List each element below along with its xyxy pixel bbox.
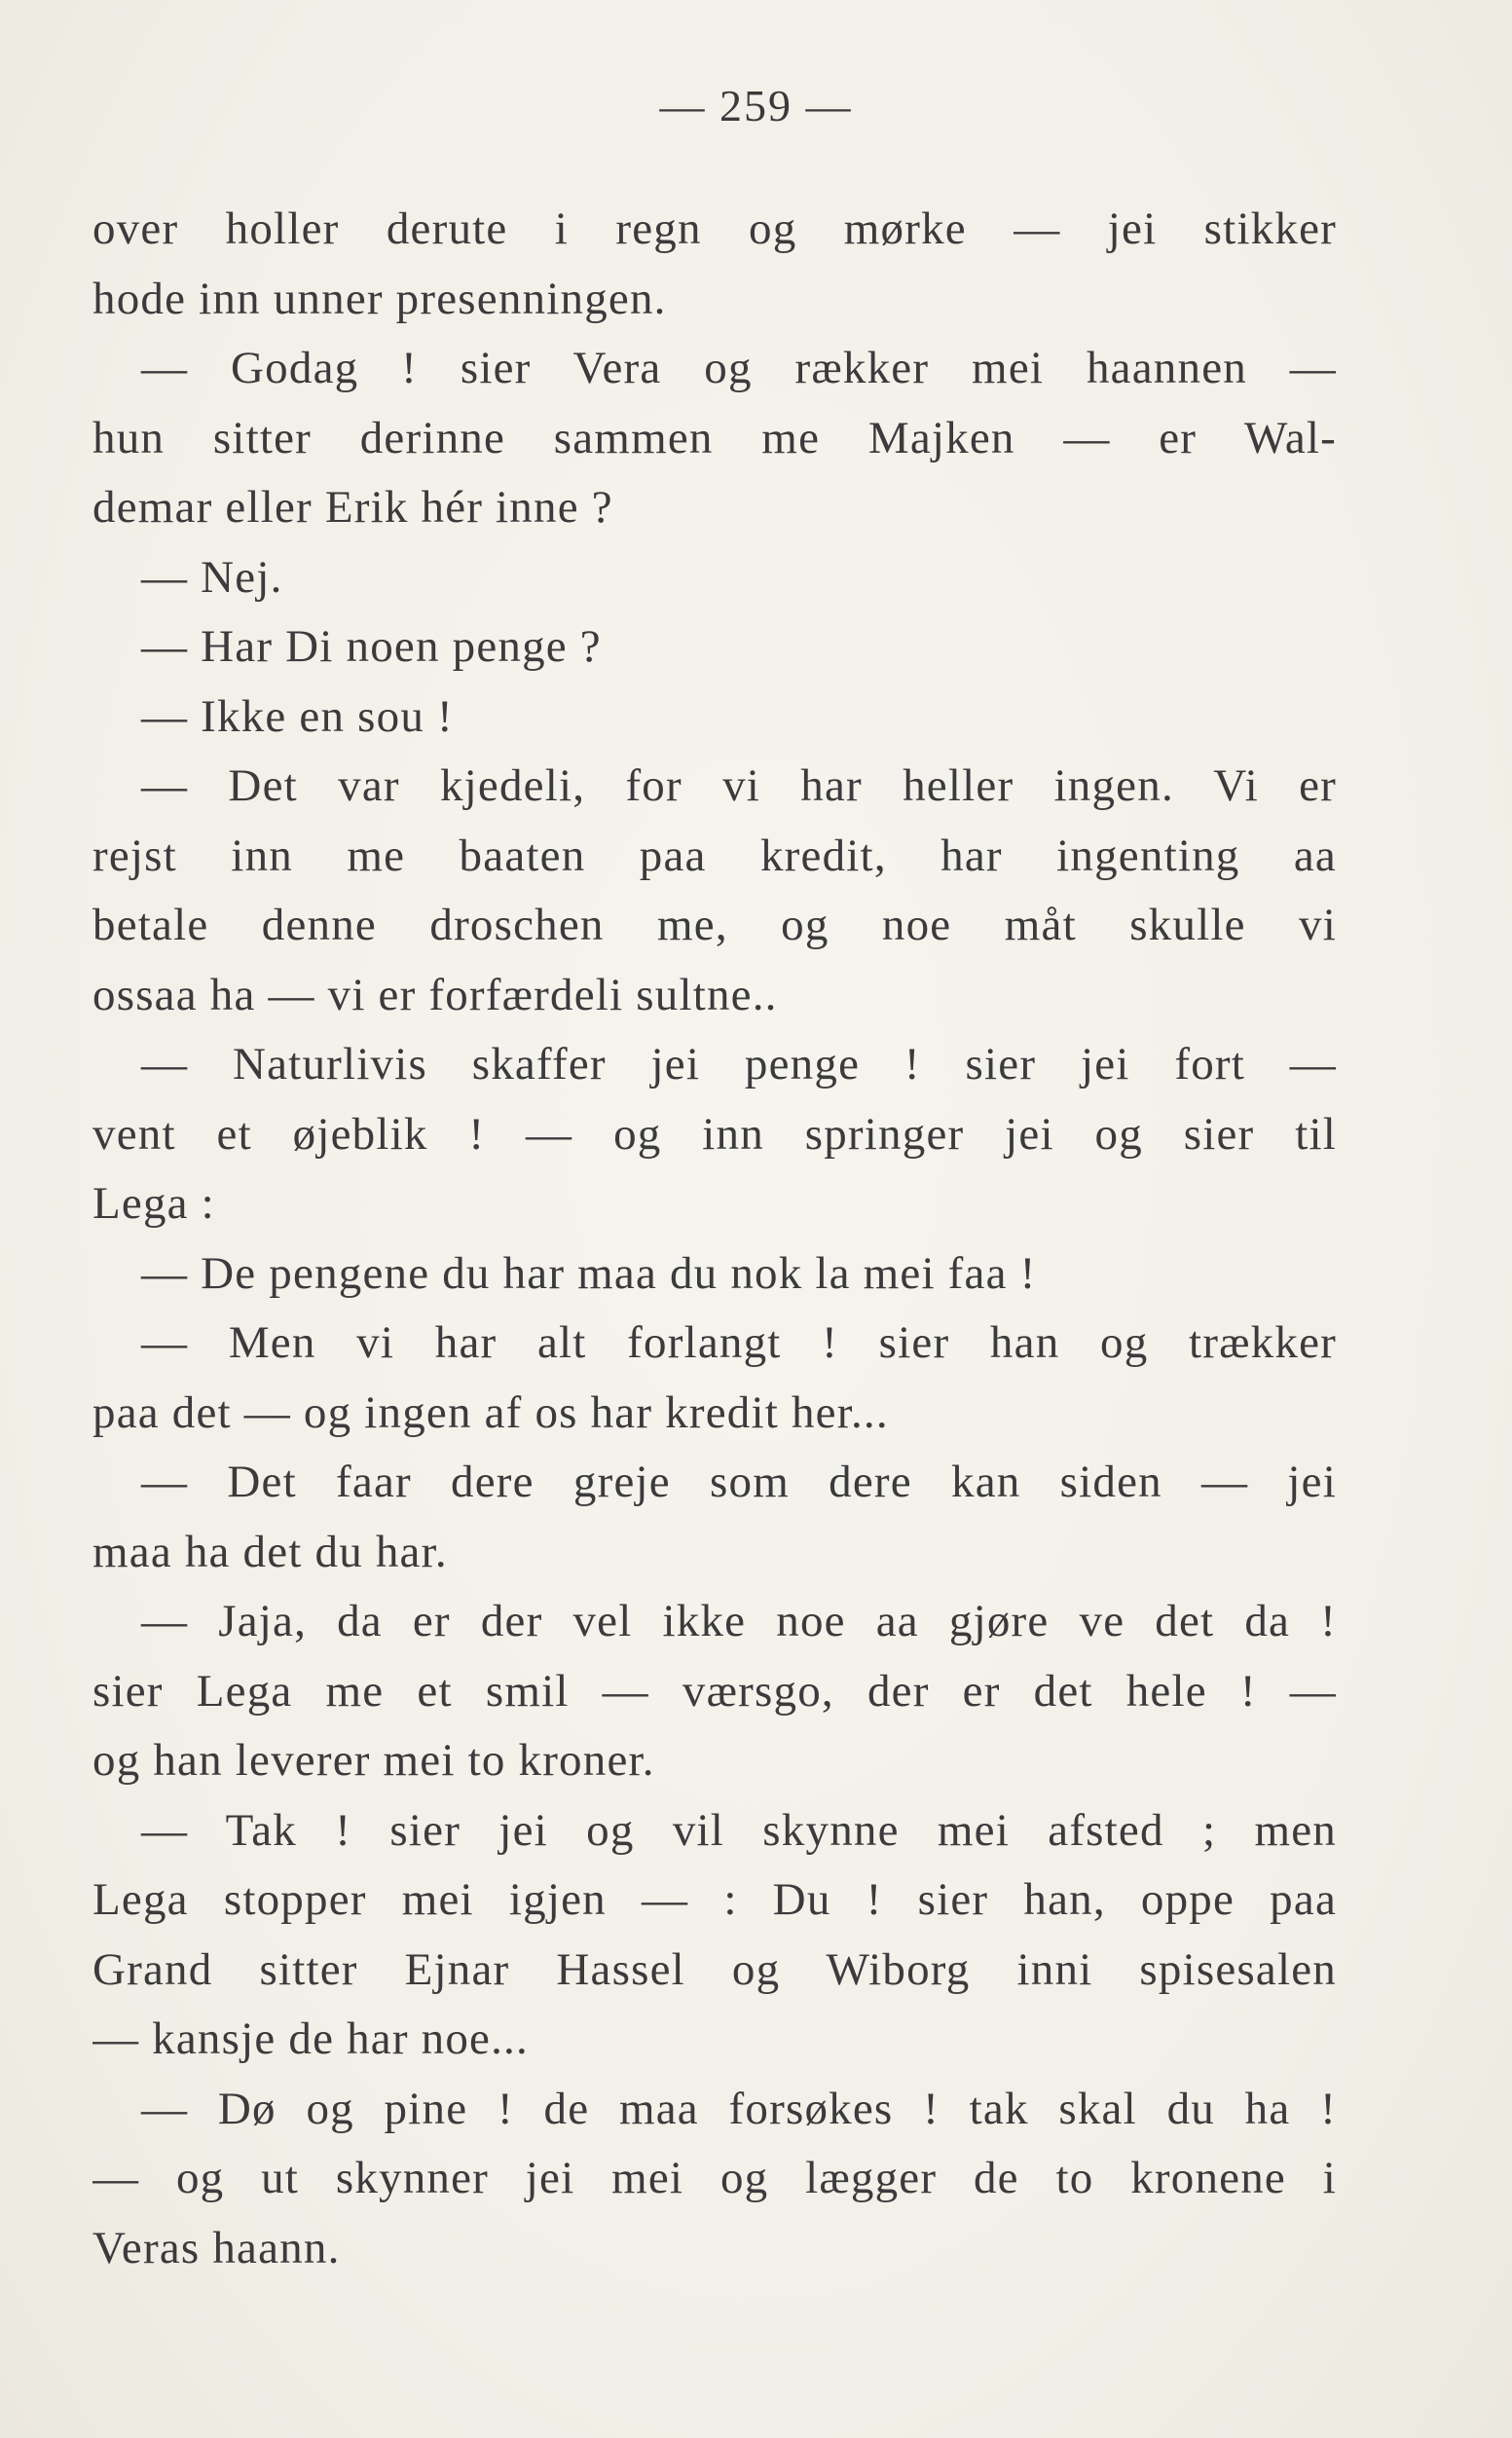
text-line: vent et øjeblik ! — og inn springer jei og sier til (92, 1108, 1337, 1160)
text-line: — Det faar dere greje som dere kan siden — jei (141, 1457, 1337, 1507)
text-line: maa ha det du har. (92, 1526, 448, 1577)
text-line: paa det — og ingen af os har kredit her... (92, 1386, 889, 1438)
text-line: — Ikke en sou ! (141, 690, 454, 742)
text-line: sier Lega me et smil — værsgo, der er det hele ! — (92, 1665, 1337, 1717)
text-line: — Men vi har alt forlangt ! sier han og trækker (141, 1317, 1337, 1368)
text-line: — Har Di noen penge ? (141, 621, 602, 672)
page-number: — 259 — (659, 81, 853, 130)
text-line: — Naturlivis skaffer jei penge ! sier jei fort — (141, 1039, 1337, 1090)
text-line: Grand sitter Ejnar Hassel og Wiborg inni spisesalen (92, 1943, 1337, 1995)
text-line: — kansje de har noe... (92, 2013, 529, 2064)
text-line: Veras haann. (92, 2222, 341, 2273)
text-line: betale denne droschen me, og noe måt skulle vi (92, 900, 1337, 950)
text-line: hun sitter derinne sammen me Majken — er Wal- (92, 412, 1337, 463)
text-line: rejst inn me baaten paa kredit, har ingenting aa (92, 830, 1337, 881)
text-line: — Jaja, da er der vel ikke noe aa gjøre ve det da ! (141, 1596, 1337, 1646)
text-line: Lega : (92, 1178, 215, 1229)
text-line: — De pengene du har maa du nok la mei faa ! (141, 1247, 1037, 1299)
text-line: — Dø og pine ! de maa forsøkes ! tak skal du ha ! (141, 2083, 1337, 2134)
text-line: — og ut skynner jei mei og lægger de to kronene i (92, 2153, 1337, 2203)
text-line: — Nej. (141, 551, 283, 603)
text-line: — Det var kjedeli, for vi har heller ingen. Vi er (141, 760, 1337, 811)
text-line: hode inn unner presenningen. (92, 273, 667, 324)
text-line: over holler derute i regn og mørke — jei stikker (92, 203, 1337, 254)
text-line: demar eller Erik hér inne ? (92, 482, 613, 533)
text-line: og han leverer mei to kroner. (92, 1735, 655, 1786)
text-line: — Tak ! sier jei og vil skynne mei afsted ; men (141, 1804, 1337, 1856)
body-text (92, 195, 1337, 2283)
text-line: Lega stopper mei igjen — : Du ! sier han, oppe paa (92, 1874, 1337, 1925)
text-line: — Godag ! sier Vera og rækker mei haannen — (141, 343, 1337, 393)
text-line: ossaa ha — vi er forfærdeli sultne.. (92, 969, 778, 1020)
